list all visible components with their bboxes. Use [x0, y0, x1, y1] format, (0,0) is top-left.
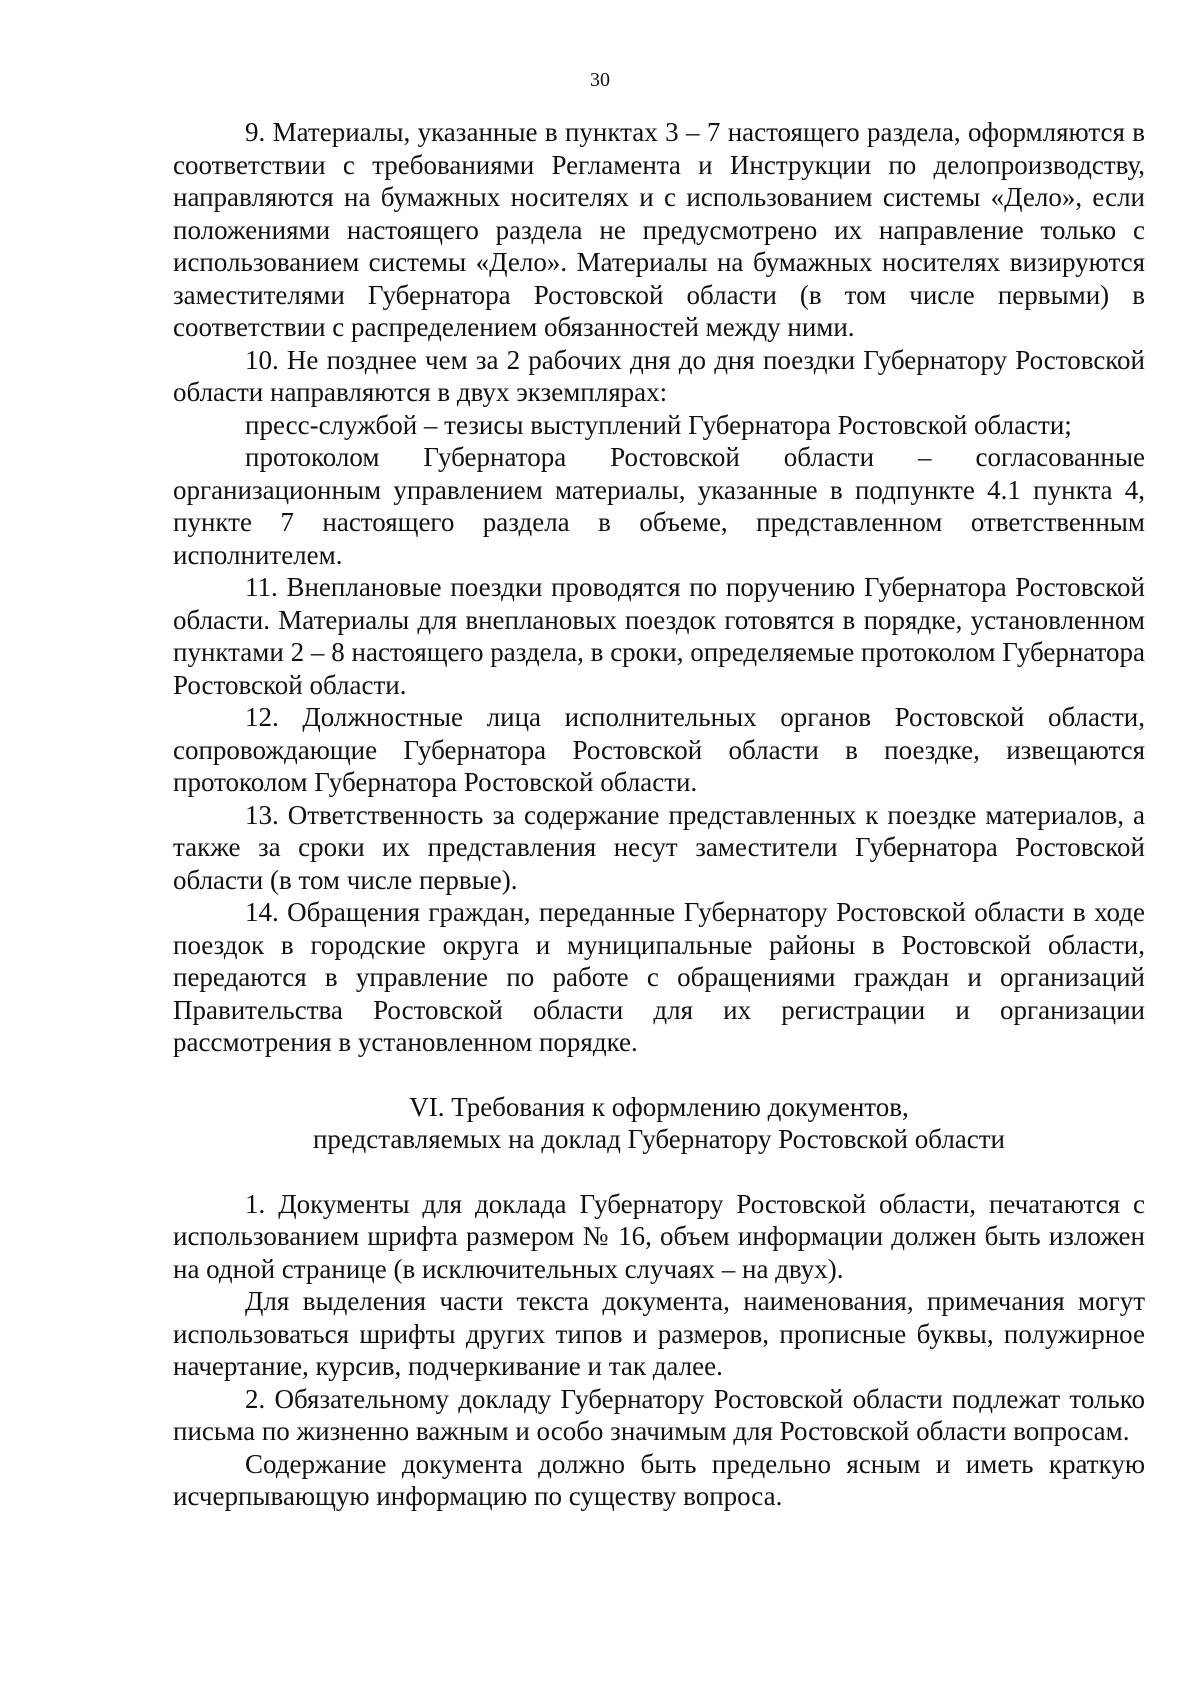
paragraph-item-9: 9. Материалы, указанные в пунктах 3 – 7 настоящего раздела, оформляются в соответствии с требованиями Регламента и Инструкции по делопроизводству, направляются на бумажных носителях и с использованием системы «Дело», если положениями настоящего раздела не предусмотрено их направление только с использованием системы «Дело». Материалы на бумажных носителях визируются заместителями Губернатора Ростовской области (в том числе первыми) в соответствии с распределением обязанностей между ними. — [173, 117, 1145, 342]
paragraph-item-14: 14. Обращения граждан, переданные Губернатору Ростовской области в ходе поездок в городские округа и муниципальные районы в Ростовской области, передаются в управление по работе с обращениями граждан и организаций Правительства Ростовской области для их регистрации и организации рассмотрения в установленном порядке. — [173, 897, 1145, 1057]
document-body — [173, 116, 1145, 1513]
section-heading-line-1: VI. Требования к оформлению документов, — [409, 1091, 909, 1122]
paragraph-item-12: 12. Должностные лица исполнительных органов Ростовской области, сопровождающие Губернатора Ростовской области в поездке, извещаются протоколом Губернатора Ростовской области. — [173, 702, 1145, 797]
section-heading — [173, 1091, 1145, 1156]
paragraph-press-service: пресс-службой – тезисы выступлений Губернатора Ростовской области; — [245, 409, 1072, 440]
page-number: 30 — [590, 69, 610, 91]
paragraph-formatting-note: Для выделения части текста документа, наименования, примечания могут использоваться шрифты других типов и размеров, прописные буквы, полужирное начертание, курсив, подчеркивание и так далее. — [173, 1286, 1145, 1381]
paragraph-section-item-1: 1. Документы для доклада Губернатору Ростовской области, печатаются с использованием шрифта размером № 16, объем информации должен быть изложен на одной странице (в исключительных случаях – на двух). — [173, 1188, 1145, 1284]
paragraph-item-13: 13. Ответственность за содержание представленных к поездке материалов, а также за сроки их представления несут заместители Губернатора Ростовской области (в том числе первые). — [173, 799, 1145, 895]
paragraph-protocol: протоколом Губернатора Ростовской области – согласованные организационным управлением материалы, указанные в подпункте 4.1 пункта 4, пункте 7 настоящего раздела в объеме, представленном ответственным исполнителем. — [173, 442, 1145, 570]
section-heading-line-2: представляемых на доклад Губернатору Ростовской области — [312, 1124, 1006, 1154]
paragraph-item-11: 11. Внеплановые поездки проводятся по поручению Губернатора Ростовской области. Материалы для внеплановых поездок готовятся в порядке, установленном пунктами 2 – 8 настоящего раздела, в сроки, определяемые протоколом Губернатора Ростовской области. — [173, 572, 1145, 700]
paragraph-item-10: 10. Не позднее чем за 2 рабочих дня до дня поездки Губернатору Ростовской области направляются в двух экземплярах: — [173, 344, 1145, 407]
paragraph-content-requirement: Содержание документа должно быть предельно ясным и иметь краткую исчерпывающую информацию по существу вопроса. — [173, 1448, 1145, 1511]
paragraph-section-item-2: 2. Обязательному докладу Губернатору Ростовской области подлежат только письма по жизненно важным и особо значимым для Ростовской области вопросам. — [173, 1383, 1145, 1446]
